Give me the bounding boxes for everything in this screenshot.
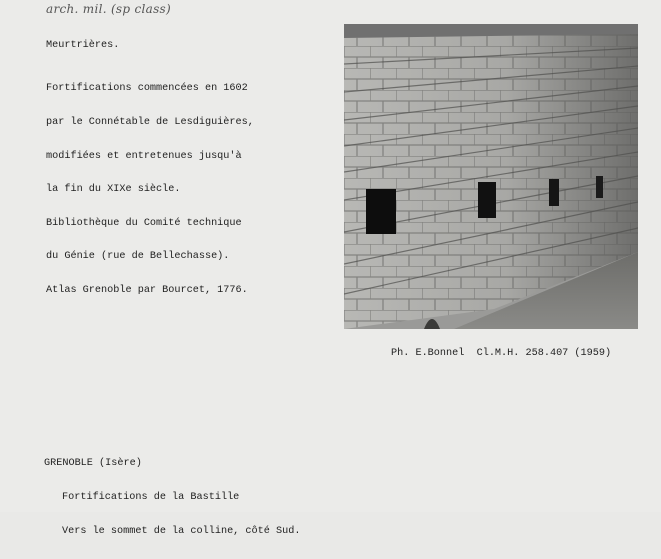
description-line: du Génie (rue de Bellechasse). — [46, 251, 230, 263]
description-line: la fin du XIXe siècle. — [46, 184, 181, 196]
location-line: Fortifications de la Bastille — [62, 492, 240, 504]
description-line: par le Connétable de Lesdiguières, — [46, 117, 254, 129]
location-city: GRENOBLE (Isère) — [44, 458, 142, 470]
photo-credit: Ph. E.Bonnel Cl.M.H. 258.407 (1959) — [391, 348, 612, 359]
wall-photograph — [344, 24, 638, 329]
description-block — [46, 61, 254, 319]
description-line: Fortifications commencées en 1602 — [46, 83, 248, 95]
handwritten-note: arch. mil. (sp class) — [46, 2, 171, 16]
description-line: Bibliothèque du Comité technique — [46, 217, 242, 229]
stone-wall-image — [344, 24, 638, 329]
description-line: modifiées et entretenues jusqu'à — [46, 150, 242, 162]
location-line: Vers le sommet de la colline, côté Sud. — [62, 525, 301, 537]
description-line: Atlas Grenoble par Bourcet, 1776. — [46, 285, 248, 297]
location-block — [44, 436, 300, 559]
photo-heading: Meurtrières. — [46, 40, 120, 51]
